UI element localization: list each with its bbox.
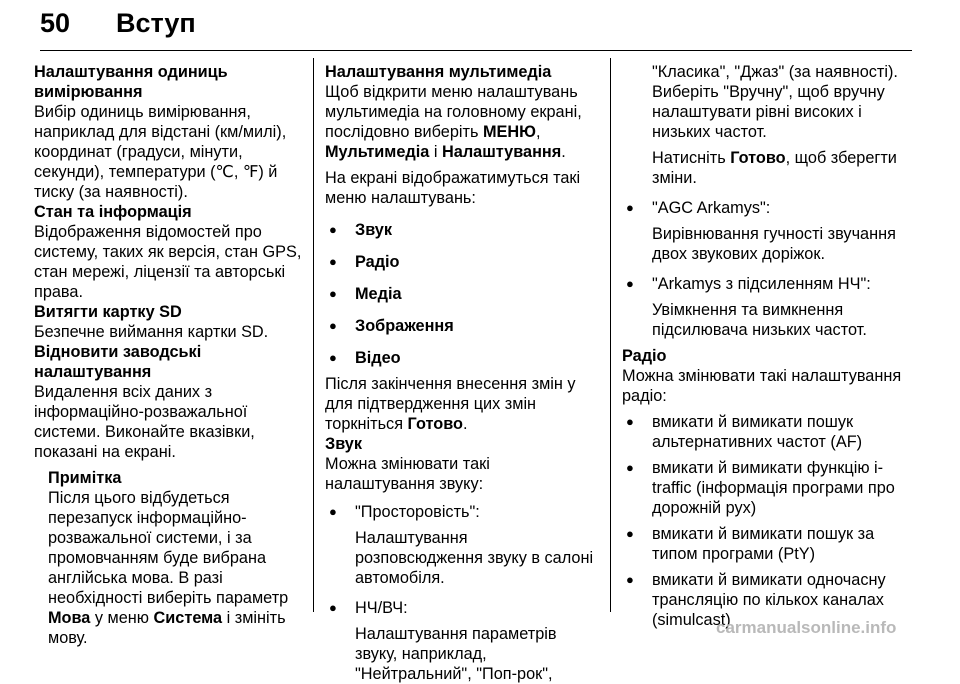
press-text: Натисніть Готово, щоб зберегти зміни. <box>652 149 897 187</box>
list-item <box>325 502 600 588</box>
agc-desc: Вирівнювання гучності звучання двох звукових доріжок. <box>652 225 896 263</box>
bass-label: "Arkamys з підсиленням НЧ": <box>652 275 871 293</box>
list-item: ● вмикати й вимикати одночасну трансляцію по кількох каналах (simulcast) <box>622 570 910 630</box>
chapter-title: Вступ <box>116 8 196 38</box>
list-item: ● Медіа <box>325 284 600 304</box>
list-item: ● вмикати й вимикати пошук альтернативних частот (AF) <box>622 412 910 452</box>
list-item: ● Радіо <box>325 252 600 272</box>
note-text: Після цього відбудеться перезапуск інформаційно-розважальної системи, і за промовчанням буде вибрана англійська мова. В разі необхідності виберіть параметр Мова у меню Система і змініть мову. <box>48 489 289 647</box>
list-item: ● вмикати й вимикати функцію і-traffic (інформація програми про дорожній рух) <box>622 458 910 518</box>
radio-heading: Радіо <box>622 347 667 365</box>
multimedia-text: Щоб відкрити меню налаштувань мультимедіа на головному екрані, послідовно виберіть МЕНЮ, Мультимедіа і Налаштування. <box>325 83 582 161</box>
restore-text: Видалення всіх даних з інформаційно-розважальної системи. Виконайте вказівки, показані на екрані. <box>34 383 255 461</box>
watermark: carmanualsonline.info <box>716 618 897 637</box>
units-heading: Налаштування одиниць вимірювання <box>34 63 228 101</box>
header-rule <box>40 50 912 51</box>
column-divider-1 <box>313 58 314 612</box>
sd-heading: Витягти картку SD <box>34 303 182 321</box>
note-heading: Примітка <box>48 469 122 487</box>
sound-text: Можна змінювати такі налаштування звуку: <box>325 455 490 493</box>
list-item <box>622 198 910 264</box>
status-text: Відображення відомостей про систему, таких як версія, стан GPS, стан мережі, ліцензії та авторські права. <box>34 223 302 301</box>
restore-heading: Відновити заводські налаштування <box>34 343 202 381</box>
list-item <box>325 598 600 684</box>
lowhigh-desc: Налаштування параметрів звуку, наприклад, "Нейтральний", "Поп-рок", <box>355 625 557 683</box>
multimedia-heading: Налаштування мультимедіа <box>325 63 552 81</box>
spatial-desc: Налаштування розповсюдження звуку в салоні автомобіля. <box>355 529 594 587</box>
after-text: Після закінчення внесення змін у для підтвердження цих змін торкніться Готово. <box>325 375 576 433</box>
list-item: ● Зображення <box>325 316 600 336</box>
bass-desc: Увімкнення та вимкнення підсилювача низьких частот. <box>652 301 867 339</box>
lowhigh-label: НЧ/ВЧ: <box>355 599 408 617</box>
column-divider-2 <box>610 58 611 612</box>
list-item: ● Відео <box>325 348 600 368</box>
column-1 <box>34 62 302 648</box>
status-heading: Стан та інформація <box>34 203 192 221</box>
menu-list <box>325 220 600 368</box>
sound-heading: Звук <box>325 435 363 453</box>
continued-text: "Класика", "Джаз" (за наявності). Виберіть "Вручну", щоб вручну налаштувати рівні високих і низьких частот. <box>652 63 898 141</box>
column-2 <box>325 62 600 684</box>
agc-label: "AGC Arkamys": <box>652 199 771 217</box>
sd-text: Безпечне виймання картки SD. <box>34 323 269 341</box>
list-item: ● Звук <box>325 220 600 240</box>
units-text: Вибір одиниць вимірювання, наприклад для відстані (км/милі), координат (градуси, мінути, секунди), температури (℃, ℉) й тиску (за наявності). <box>34 103 287 201</box>
spatial-label: "Просторовість": <box>355 503 480 521</box>
page-number: 50 <box>40 8 71 38</box>
column-3 <box>622 62 910 630</box>
radio-list <box>622 412 910 630</box>
list-item: ● вмикати й вимикати пошук за типом програми (PtY) <box>622 524 910 564</box>
page-header <box>40 6 920 46</box>
radio-text: Можна змінювати такі налаштування радіо: <box>622 367 902 405</box>
list-item <box>622 274 910 340</box>
note-box <box>48 468 302 648</box>
sound-list <box>325 502 600 684</box>
screen-text: На екрані відображатимуться такі меню налаштувань: <box>325 169 581 207</box>
audio-list <box>622 198 910 340</box>
